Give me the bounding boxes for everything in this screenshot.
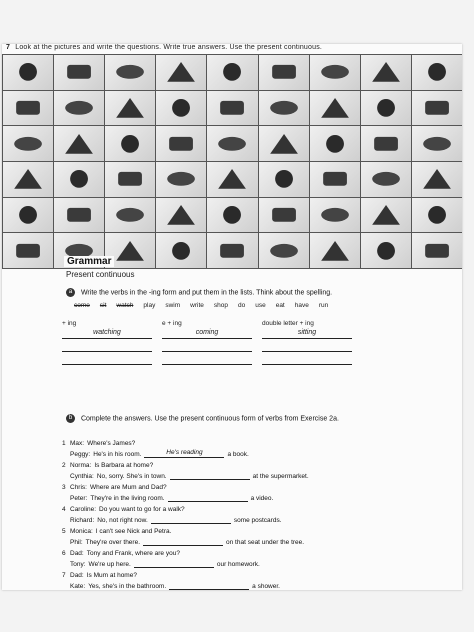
part-a-instruction-row <box>66 288 332 297</box>
question-number: 3 <box>62 484 66 491</box>
speaker-name: Chris: <box>70 484 87 491</box>
speaker-name: Richard: <box>70 517 95 524</box>
empty-icon <box>412 55 462 91</box>
scissors-icon <box>310 55 361 91</box>
leaves-icon <box>310 233 361 269</box>
bird2-icon <box>412 198 462 234</box>
speaker-name: Max: <box>70 440 85 447</box>
shirt-icon <box>207 126 258 162</box>
verb-word: do <box>237 302 246 309</box>
dialogue-row <box>62 568 402 579</box>
part-b-instruction: Complete the answers. Use the present continuous form of verbs from Exercise 2a. <box>80 415 339 423</box>
dialogue-after: a shower. <box>252 583 280 590</box>
verb-word: shop <box>213 302 228 309</box>
dialogue-after: at the supermarket. <box>252 473 309 480</box>
vase-icon <box>105 55 156 91</box>
verb-word: play <box>143 302 156 309</box>
dialogue-row <box>62 579 402 590</box>
dialogue-after: some postcards. <box>233 517 282 524</box>
exercise-instruction: Look at the pictures and write the questions. Write true answers. Use the present continuous. <box>15 44 323 51</box>
dialogue-row <box>62 447 402 458</box>
dialogue-text: Where are Mum and Dad? <box>89 484 167 491</box>
speaker-name: Cynthia: <box>70 473 94 480</box>
dialogue-row <box>62 557 402 568</box>
answer-line[interactable] <box>162 355 252 365</box>
dialogue-text: They're in the living room. <box>90 495 165 502</box>
dialogue-row <box>62 535 402 546</box>
dialogue-after: a video. <box>250 495 274 502</box>
dialogue-row <box>62 480 402 491</box>
answer-line[interactable] <box>262 342 352 352</box>
column-double-ing <box>262 320 352 368</box>
banana-icon <box>207 198 258 234</box>
plant-icon <box>259 162 310 198</box>
giraffe-icon <box>361 233 412 269</box>
dialogue-text: They're over there. <box>85 539 141 546</box>
dialogue-text: Tony and Frank, where are you? <box>86 550 180 557</box>
coconut-icon <box>259 91 310 127</box>
cup-icon <box>310 198 361 234</box>
door-icon <box>412 91 462 127</box>
dialogue-text: No, sorry. She's in town. <box>96 473 167 480</box>
icecream-icon <box>412 233 462 269</box>
question-number: 4 <box>62 506 66 513</box>
column-head: + ing <box>62 320 77 327</box>
cake-icon <box>361 91 412 127</box>
answer-line[interactable]: coming <box>162 329 252 339</box>
dialogue-text: Is Barbara at home? <box>94 462 154 469</box>
question-number: 1 <box>62 440 66 447</box>
seal-icon <box>207 233 258 269</box>
apple-icon <box>3 55 54 91</box>
question-number: 6 <box>62 550 66 557</box>
lamp-icon <box>412 162 462 198</box>
man-face-icon <box>310 126 361 162</box>
pear-icon <box>156 126 207 162</box>
verb-word: swim <box>165 302 181 309</box>
dialogue-row <box>62 469 402 480</box>
verb-word: watch <box>116 302 134 309</box>
answer-blank[interactable]: He's reading <box>144 449 224 458</box>
dialogue-row <box>62 546 402 557</box>
dialogue-row <box>62 436 402 447</box>
answer-line[interactable]: watching <box>62 329 152 339</box>
column-ing <box>62 320 152 368</box>
part-a-badge: a <box>66 288 75 297</box>
dialogue-text: Yes, she's in the bathroom. <box>88 583 167 590</box>
verb-word: eat <box>275 302 285 309</box>
column-head: e + ing <box>162 320 182 327</box>
drum-icon <box>361 126 412 162</box>
verb-word: run <box>318 302 329 309</box>
column-head: double letter + ing <box>262 320 314 327</box>
verb-word: write <box>190 302 204 309</box>
stone-icon <box>105 198 156 234</box>
answer-line[interactable] <box>62 355 152 365</box>
speaker-name: Tony: <box>70 561 86 568</box>
verb-list <box>74 302 328 309</box>
plane-icon <box>310 91 361 127</box>
boy-face-icon <box>259 198 310 234</box>
column-e-ing <box>162 320 252 368</box>
ball-icon <box>259 126 310 162</box>
dialogue-text: I can't see Nick and Petra. <box>95 528 172 535</box>
spider-icon <box>156 233 207 269</box>
worksheet <box>2 44 462 590</box>
fish-icon <box>412 126 462 162</box>
bread-icon <box>259 55 310 91</box>
monkey-icon <box>54 162 105 198</box>
pen-icon <box>156 198 207 234</box>
grammar-subtitle: Present continuous <box>66 270 135 279</box>
question-number: 2 <box>62 462 66 469</box>
tools-icon <box>54 126 105 162</box>
dialogue-after: our homework. <box>216 561 260 568</box>
pot-icon <box>156 162 207 198</box>
speaker-name: Monica: <box>70 528 93 535</box>
answer-blank[interactable] <box>169 581 249 590</box>
dialogue-row <box>62 524 402 535</box>
exercise-number: 7 <box>6 44 11 51</box>
answer-line[interactable] <box>62 342 152 352</box>
part-a-instruction: Write the verbs in the -ing form and put them in the lists. Think about the spelling. <box>80 289 333 297</box>
bird-icon <box>105 126 156 162</box>
grammar-title: Grammar <box>64 256 114 267</box>
scooter-icon <box>3 198 54 234</box>
dialogue-row <box>62 513 402 524</box>
ing-columns <box>62 320 352 368</box>
dialogue-row <box>62 502 402 513</box>
speaker-name: Peggy: <box>70 451 91 458</box>
man-icon <box>105 91 156 127</box>
dialogue-text: No, not right now. <box>97 517 148 524</box>
answer-blank[interactable] <box>143 537 223 546</box>
question-number: 7 <box>62 572 66 579</box>
speaker-name: Dad: <box>70 572 84 579</box>
dialogue-after: on that seat under the tree. <box>226 539 305 546</box>
dialogue-text: We're up here. <box>88 561 131 568</box>
tree-icon <box>3 233 54 269</box>
burger-icon <box>310 162 361 198</box>
answer-line[interactable] <box>262 355 352 365</box>
speaker-name: Caroline: <box>70 506 97 513</box>
speaker-name: Norma: <box>70 462 92 469</box>
dialogue-text: Where's James? <box>87 440 136 447</box>
girl-face-icon <box>259 233 310 269</box>
tv-icon <box>361 55 412 91</box>
chicken-icon <box>361 162 412 198</box>
answer-line[interactable]: sitting <box>262 329 352 339</box>
speaker-name: Kate: <box>70 583 86 590</box>
butterfly-icon <box>207 91 258 127</box>
verb-word: come <box>74 302 90 309</box>
part-b-instruction-row <box>66 414 339 423</box>
dialogue-text: Is Mum at home? <box>86 572 137 579</box>
verb-word: have <box>294 302 309 309</box>
dialogue-text: He's in his room. <box>93 451 142 458</box>
tiger-icon <box>361 198 412 234</box>
hat-icon <box>3 91 54 127</box>
shoes-icon <box>105 162 156 198</box>
tool-icon <box>207 162 258 198</box>
picture-grid <box>2 54 462 269</box>
verb-word: use <box>255 302 266 309</box>
answer-line[interactable] <box>162 342 252 352</box>
answer-blank[interactable] <box>170 471 250 480</box>
speaker-name: Peter: <box>70 495 88 502</box>
dog-icon <box>156 91 207 127</box>
answer-blank[interactable] <box>134 559 214 568</box>
cloud-icon <box>54 55 105 91</box>
insect-icon <box>3 162 54 198</box>
verb-word: sit <box>99 302 107 309</box>
exercise-header <box>6 44 458 54</box>
dialogue-exercise <box>62 436 402 590</box>
feather-icon <box>54 91 105 127</box>
dialogue-after: a book. <box>227 451 249 458</box>
answer-blank[interactable] <box>151 515 231 524</box>
cat-icon <box>156 55 207 91</box>
key-icon <box>3 126 54 162</box>
dialogue-row <box>62 491 402 502</box>
duck-icon <box>54 198 105 234</box>
speaker-name: Phil: <box>70 539 83 546</box>
dialogue-row <box>62 458 402 469</box>
speaker-name: Dad: <box>70 550 84 557</box>
answer-blank[interactable] <box>168 493 248 502</box>
bicycle-icon <box>207 55 258 91</box>
part-b-badge: b <box>66 414 75 423</box>
dialogue-text: Do you want to go for a walk? <box>99 506 185 513</box>
question-number: 5 <box>62 528 66 535</box>
